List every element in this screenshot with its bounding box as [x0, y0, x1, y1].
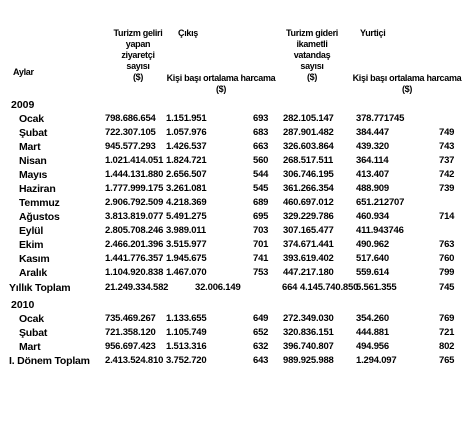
cell-c1: 722.307.105: [105, 127, 156, 138]
cell-c2: 1.105.749: [166, 327, 207, 338]
cell-c4: 329.229.786: [283, 211, 334, 222]
cell-c1: 2.413.524.810: [105, 355, 164, 366]
cell-c4: 272.349.030: [283, 313, 334, 324]
cell-c2: 4.218.369: [166, 197, 207, 208]
cell-c3: 701: [253, 239, 269, 250]
cell-c3: 703: [253, 225, 269, 236]
cell-c3: 560: [253, 155, 269, 166]
cell-c2: 1.824.721: [166, 155, 207, 166]
header-kisi-basi-1: Kişi başı ortalama harcama ($): [166, 73, 276, 94]
cell-c6: 802: [439, 341, 455, 352]
cell-c6: 763: [439, 239, 455, 250]
cell-c5: 488.909: [356, 183, 389, 194]
cell-c3: 652: [253, 327, 269, 338]
cell-c5: 5.561.355: [356, 282, 397, 293]
cell-c2: 5.491.275: [166, 211, 207, 222]
cell-c1: 3.813.819.077: [105, 211, 164, 222]
cell-c2: 2.656.507: [166, 169, 207, 180]
cell-c3: 545: [253, 183, 269, 194]
cell-c3: 693: [253, 113, 269, 124]
cell-c4: 287.901.482: [283, 127, 334, 138]
cell-c1: 2.805.708.246: [105, 225, 164, 236]
cell-c4: 282.105.147: [283, 113, 334, 124]
cell-c5: 517.640: [356, 253, 389, 264]
cell-c4: 989.925.988: [283, 355, 334, 366]
row-label: Nisan: [19, 155, 47, 167]
cell-c5: 413.407: [356, 169, 389, 180]
cell-c3: 544: [253, 169, 269, 180]
row-label: Ekim: [19, 239, 44, 251]
cell-c4: 447.217.180: [283, 267, 334, 278]
row-label: Mart: [19, 341, 41, 353]
cell-c2: 1.057.976: [166, 127, 207, 138]
row-label: Kasım: [19, 253, 50, 265]
cell-c3: 663: [253, 141, 269, 152]
cell-c5: 444.881: [356, 327, 389, 338]
cell-c1: 1.441.776.357: [105, 253, 164, 264]
row-label: I. Dönem Toplam: [9, 355, 90, 367]
cell-c5: 354.260: [356, 313, 389, 324]
cell-c3: 695: [253, 211, 269, 222]
cell-c2: 3.989.011: [166, 225, 206, 236]
cell-c2: 1.426.537: [166, 141, 207, 152]
cell-c4: 361.266.354: [283, 183, 334, 194]
cell-c5: 384.447: [356, 127, 389, 138]
cell-c1: 1.444.131.880: [105, 169, 164, 180]
header-yurtici: Yurtiçi: [360, 28, 386, 38]
cell-c5: 378.771745: [356, 113, 405, 124]
cell-c5: 439.320: [356, 141, 389, 152]
cell-c4: 396.740.807: [283, 341, 334, 352]
cell-c2: 1.133.655: [166, 313, 207, 324]
header-turizm-gideri: Turizm gideri ikametli vatandaş sayısı ($): [286, 28, 338, 82]
cell-c6: 737: [439, 155, 455, 166]
header-cikis: Çıkış: [178, 28, 199, 38]
row-label: Şubat: [19, 127, 48, 139]
header-turizm-geliri: Turizm geliri yapan ziyaretçi sayısı ($): [113, 28, 163, 82]
cell-c2: 32.006.149: [195, 282, 241, 293]
cell-c5: 651.212707: [356, 197, 405, 208]
cell-c2: 1.467.070: [166, 267, 207, 278]
cell-c2: 3.261.081: [166, 183, 207, 194]
cell-c2: 1.151.951: [166, 113, 207, 124]
row-label: Eylül: [19, 225, 44, 237]
cell-c3: 683: [253, 127, 269, 138]
cell-c2: 3.515.977: [166, 239, 207, 250]
row-label: Mayıs: [19, 169, 48, 181]
cell-c6: 765: [439, 355, 455, 366]
cell-c6: 745: [439, 282, 455, 293]
row-label: Ocak: [19, 113, 44, 125]
cell-c6: 739: [439, 183, 455, 194]
cell-c2: 1.513.316: [166, 341, 207, 352]
cell-c1: 1.104.920.838: [105, 267, 164, 278]
cell-c4: 320.836.151: [283, 327, 334, 338]
cell-c4: 393.619.402: [283, 253, 334, 264]
cell-c6: 769: [439, 313, 455, 324]
cell-c1: 945.577.293: [105, 141, 156, 152]
cell-c4: 306.746.195: [283, 169, 334, 180]
row-label: Haziran: [19, 183, 56, 195]
cell-c6: 743: [439, 141, 455, 152]
cell-c1: 1.021.414.051: [105, 155, 164, 166]
cell-c1: 735.469.267: [105, 313, 156, 324]
cell-c5: 364.114: [356, 155, 389, 166]
year-2010: 2010: [11, 299, 35, 311]
cell-c5: 559.614: [356, 267, 389, 278]
cell-c3: 643: [253, 355, 269, 366]
cell-c5: 494.956: [356, 341, 389, 352]
cell-c1: 2.906.792.509: [105, 197, 164, 208]
cell-c5: 460.934: [356, 211, 389, 222]
cell-c6: 760: [439, 253, 455, 264]
cell-c1: 956.697.423: [105, 341, 156, 352]
cell-c2: 1.945.675: [166, 253, 207, 264]
row-label: Ağustos: [19, 211, 60, 223]
cell-c1: 721.358.120: [105, 327, 156, 338]
cell-c4: 4.145.740.850: [300, 282, 359, 293]
cell-c3: 741: [253, 253, 269, 264]
row-label: Ocak: [19, 313, 44, 325]
cell-c3: 632: [253, 341, 269, 352]
cell-c5: 1.294.097: [356, 355, 397, 366]
row-label: Mart: [19, 141, 41, 153]
cell-c4: 374.671.441: [283, 239, 334, 250]
cell-c3: 649: [253, 313, 269, 324]
cell-c1: 1.777.999.175: [105, 183, 164, 194]
cell-c2: 3.752.720: [166, 355, 207, 366]
year-2009: 2009: [11, 99, 35, 111]
row-label: Aralık: [19, 267, 47, 279]
cell-c3: 689: [253, 197, 269, 208]
cell-c6: 742: [439, 169, 455, 180]
cell-c3: 753: [253, 267, 269, 278]
row-label: Şubat: [19, 327, 48, 339]
header-aylar: Aylar: [13, 67, 34, 77]
cell-c3: 664: [282, 282, 298, 293]
cell-c6: 799: [439, 267, 455, 278]
row-label: Yıllık Toplam: [9, 282, 71, 294]
cell-c6: 714: [439, 211, 455, 222]
cell-c4: 326.603.864: [283, 141, 334, 152]
cell-c1: 798.686.654: [105, 113, 156, 124]
cell-c5: 490.962: [356, 239, 389, 250]
cell-c1: 21.249.334.582: [105, 282, 169, 293]
row-label: Temmuz: [19, 197, 60, 209]
cell-c4: 460.697.012: [283, 197, 334, 208]
header-kisi-basi-2: Kişi başı ortalama harcama ($): [352, 73, 462, 94]
cell-c6: 721: [439, 327, 455, 338]
cell-c5: 411.943746: [356, 225, 404, 236]
cell-c6: 749: [439, 127, 455, 138]
cell-c4: 268.517.511: [283, 155, 334, 166]
cell-c4: 307.165.477: [283, 225, 334, 236]
cell-c1: 2.466.201.396: [105, 239, 164, 250]
